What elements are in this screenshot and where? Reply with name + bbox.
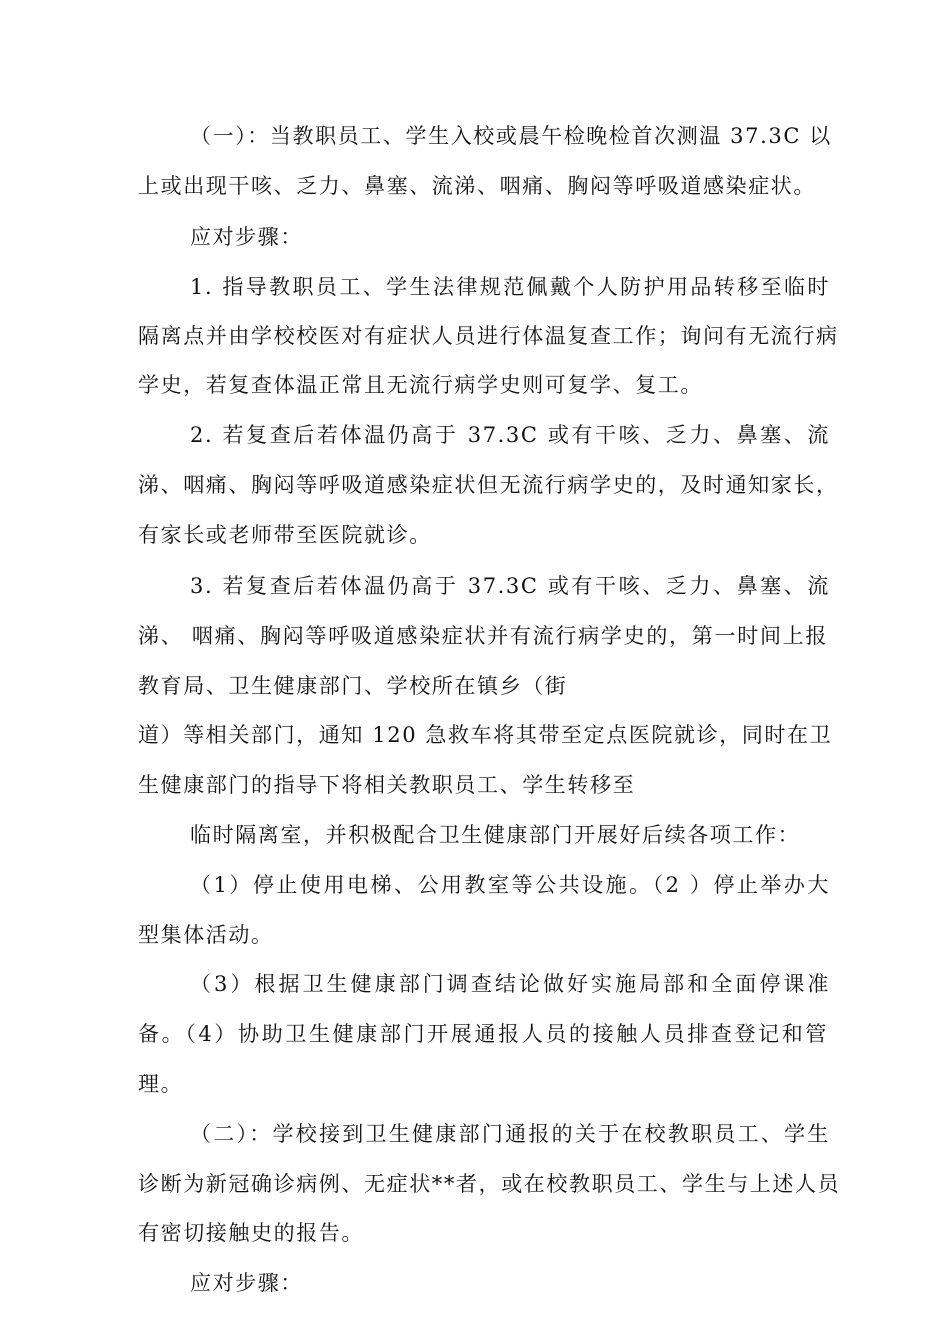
text-line: 理。 (138, 1072, 184, 1096)
text-line: 教育局、卫生健康部门、学校所在镇乡（街 (138, 674, 568, 698)
text-line: 型集体活动。 (138, 923, 274, 947)
text-line: 道）等相关部门，通知 120 急救车将其带至定点医院就诊，同时在卫 (138, 723, 833, 747)
text-line: 诊断为新冠确诊病例、无症状**者，或在校教职员工、学生与上述人员 (138, 1172, 841, 1196)
text-line: （一）：当教职员工、学生入校或晨午检晚检首次测温 37.3C 以 (190, 124, 832, 148)
text-line: 临时隔离室，并积极配合卫生健康部门开展好后续各项工作： (190, 823, 801, 847)
text-line: 涕、 咽痛、胸闷等呼吸道感染症状并有流行病学史的，第一时间上报 (138, 624, 828, 648)
text-line: 有密切接触史的报告。 (138, 1221, 364, 1245)
text-line: （3）根据卫生健康部门调查结论做好实施局部和全面停课准 (190, 972, 830, 996)
text-line: 有家长或老师带至医院就诊。 (138, 523, 432, 547)
text-line: 备。（4）协助卫生健康部门开展通报人员的接触人员排查登记和管 (138, 1022, 828, 1046)
text-line: 2. 若复查后若体温仍高于 37.3C 或有干咳、乏力、鼻塞、流 (190, 423, 830, 447)
text-line: 3. 若复查后若体温仍高于 37.3C 或有干咳、乏力、鼻塞、流 (190, 574, 830, 598)
section-heading: 应对步骤： (190, 225, 303, 249)
text-line: 隔离点并由学校校医对有症状人员进行体温复查工作；询问有无流行病 (138, 324, 839, 348)
text-line: 涕、咽痛、胸闷等呼吸道感染症状但无流行病学史的，及时通知家长， (138, 473, 839, 497)
text-line: （二）：学校接到卫生健康部门通报的关于在校教职员工、学生 (190, 1122, 830, 1146)
text-line: （1）停止使用电梯、公用教室等公共设施。（2 ）停止举办大 (190, 873, 830, 897)
text-line: 上或出现干咳、乏力、鼻塞、流涕、咽痛、胸闷等呼吸道感染症状。 (138, 174, 816, 198)
text-line: 1. 指导教职员工、学生法律规范佩戴个人防护用品转移至临时 (190, 275, 830, 299)
text-line: 生健康部门的指导下将相关教职员工、学生转移至 (138, 773, 636, 797)
section-heading: 应对步骤： (190, 1271, 303, 1295)
text-line: 学史，若复查体温正常且无流行病学史则可复学、复工。 (138, 373, 703, 397)
